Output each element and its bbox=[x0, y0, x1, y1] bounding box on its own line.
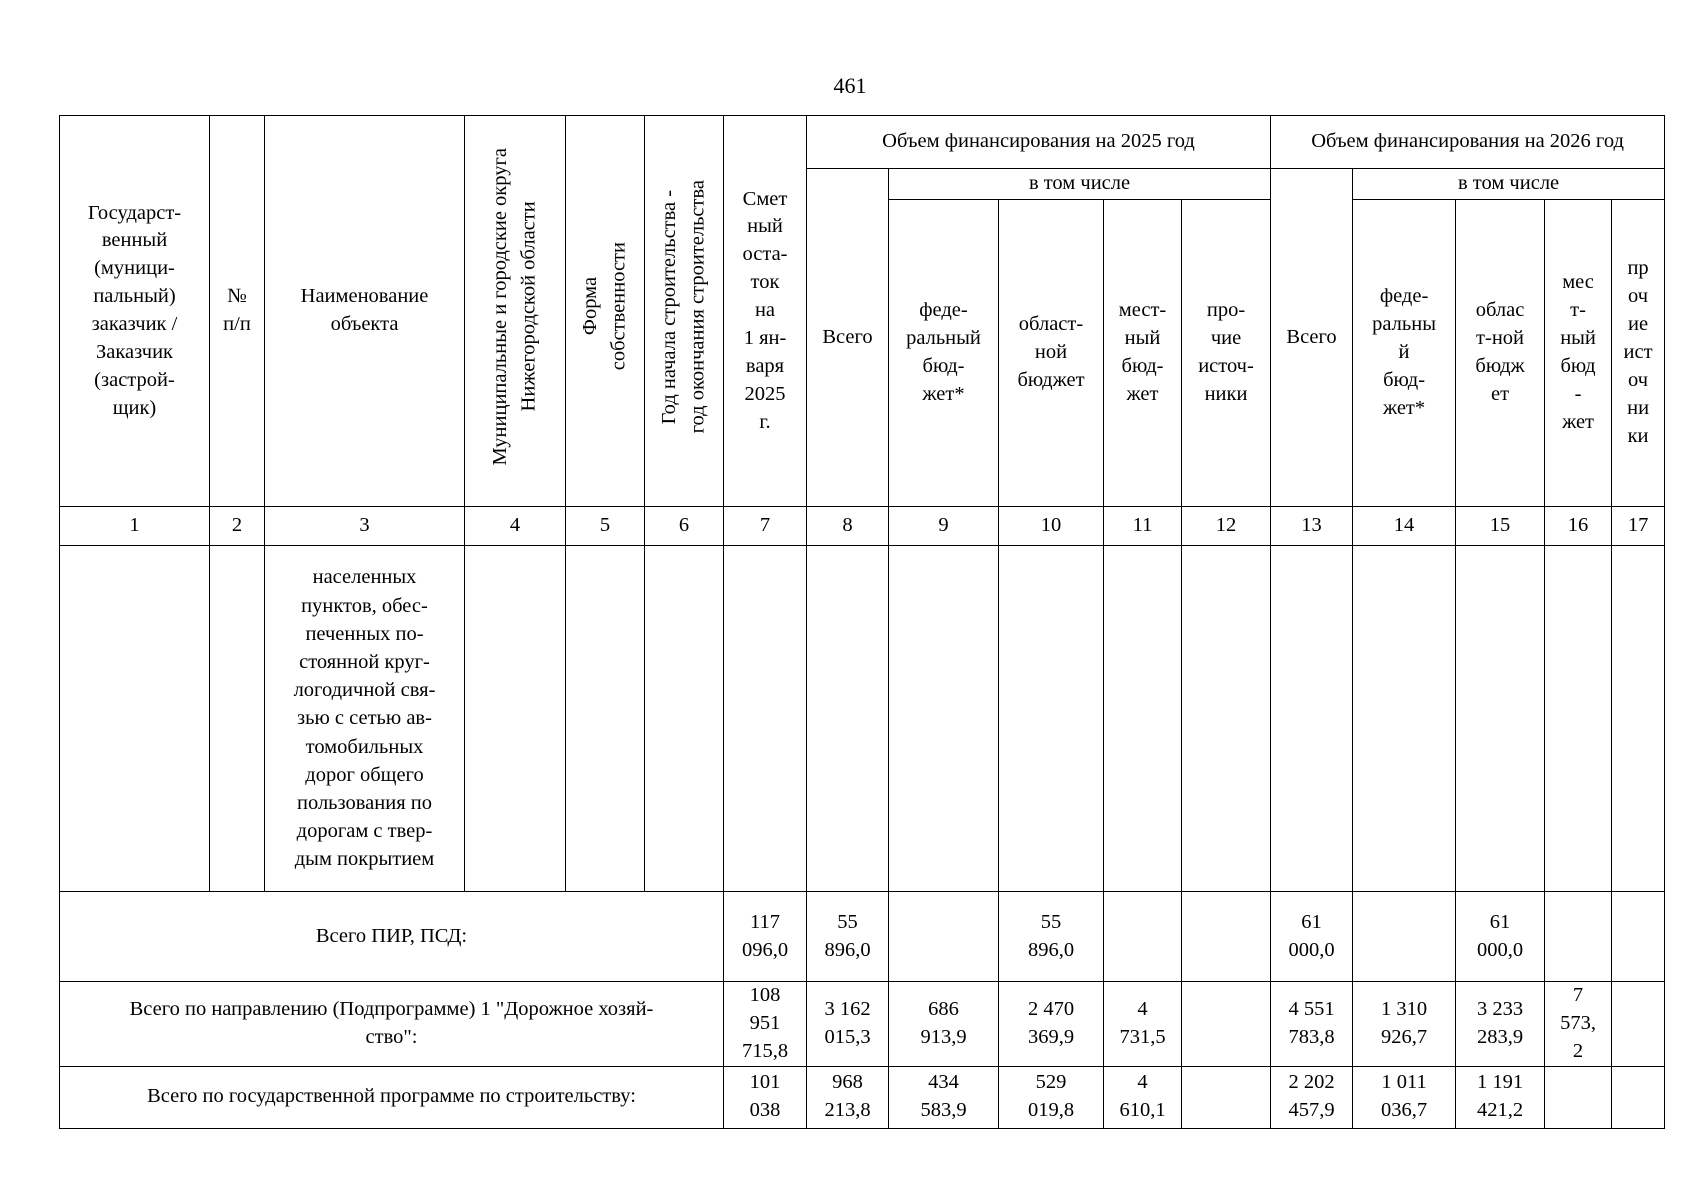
column-number: 1 bbox=[60, 507, 210, 546]
header-estimate-balance: Смет ный оста- ток на 1 ян- варя 2025 г. bbox=[724, 116, 807, 507]
federal-2026: 1 011 036,7 bbox=[1353, 1066, 1456, 1128]
total-label: Всего по направлению (Подпрограмме) 1 "Дорожное хозяй- ство": bbox=[60, 982, 724, 1067]
total-2026: 4 551 783,8 bbox=[1271, 982, 1353, 1067]
header-financing-2025: Объем финансирования на 2025 год bbox=[807, 116, 1271, 169]
federal-2026: 1 310 926,7 bbox=[1353, 982, 1456, 1067]
total-label: Всего ПИР, ПСД: bbox=[60, 892, 724, 982]
other-2025 bbox=[1182, 892, 1271, 982]
header-regional-2026: облас т-ной бюдж ет bbox=[1456, 200, 1545, 507]
total-2025: 968 213,8 bbox=[807, 1066, 889, 1128]
header-regional-2025: област- ной бюджет bbox=[999, 200, 1104, 507]
header-total-2026: Всего bbox=[1271, 169, 1353, 507]
column-number: 7 bbox=[724, 507, 807, 546]
column-number: 4 bbox=[465, 507, 566, 546]
column-number: 6 bbox=[645, 507, 724, 546]
header-including-2026: в том числе bbox=[1353, 169, 1665, 200]
page-number: 461 bbox=[833, 73, 867, 98]
total-row-subprogram-1 bbox=[60, 982, 1665, 1067]
federal-2025: 434 583,9 bbox=[889, 1066, 999, 1128]
total-2025: 3 162 015,3 bbox=[807, 982, 889, 1067]
header-financing-2026: Объем финансирования на 2026 год bbox=[1271, 116, 1665, 169]
total-2026: 61 000,0 bbox=[1271, 892, 1353, 982]
local-2026 bbox=[1545, 892, 1612, 982]
column-number: 10 bbox=[999, 507, 1104, 546]
local-2025: 4 731,5 bbox=[1104, 982, 1182, 1067]
column-number: 12 bbox=[1182, 507, 1271, 546]
header-total-2025: Всего bbox=[807, 169, 889, 507]
total-label: Всего по государственной программе по строительству: bbox=[60, 1066, 724, 1128]
column-number: 11 bbox=[1104, 507, 1182, 546]
column-number: 3 bbox=[265, 507, 465, 546]
total-row-state-program bbox=[60, 1066, 1665, 1128]
regional-2025: 529 019,8 bbox=[999, 1066, 1104, 1128]
other-2026 bbox=[1612, 1066, 1665, 1128]
financing-table bbox=[59, 115, 1665, 1129]
column-number: 5 bbox=[566, 507, 645, 546]
header-local-2025: мест- ный бюд- жет bbox=[1104, 200, 1182, 507]
column-number: 13 bbox=[1271, 507, 1353, 546]
header-other-2025: про- чие источ- ники bbox=[1182, 200, 1271, 507]
table-row bbox=[60, 546, 1665, 892]
column-number: 15 bbox=[1456, 507, 1545, 546]
column-number: 17 bbox=[1612, 507, 1665, 546]
other-2026 bbox=[1612, 892, 1665, 982]
column-number: 16 bbox=[1545, 507, 1612, 546]
total-2026: 2 202 457,9 bbox=[1271, 1066, 1353, 1128]
header-ownership: Форма собственности bbox=[566, 116, 645, 507]
total-2025: 55 896,0 bbox=[807, 892, 889, 982]
local-2026: 7 573, 2 bbox=[1545, 982, 1612, 1067]
federal-2025 bbox=[889, 892, 999, 982]
regional-2026: 61 000,0 bbox=[1456, 892, 1545, 982]
object-name-continuation: населенных пунктов, обес- печенных по- стоянной круг- логодичной свя- зью с сетью ав- томобильных дорог общего пользования по дорогам с твер- дым покрытием bbox=[265, 546, 465, 892]
other-2025 bbox=[1182, 982, 1271, 1067]
column-number: 2 bbox=[210, 507, 265, 546]
regional-2025: 2 470 369,9 bbox=[999, 982, 1104, 1067]
header-municipality: Муниципальные и городские округа Нижегородской области bbox=[465, 116, 566, 507]
column-number-row bbox=[60, 507, 1665, 546]
federal-2026 bbox=[1353, 892, 1456, 982]
header-local-2026: мес т- ный бюд - жет bbox=[1545, 200, 1612, 507]
local-2025: 4 610,1 bbox=[1104, 1066, 1182, 1128]
total-estimate-balance: 108 951 715,8 bbox=[724, 982, 807, 1067]
header-construction-years: Год начала строительства - год окончания строительства bbox=[645, 116, 724, 507]
column-number: 14 bbox=[1353, 507, 1456, 546]
header-federal-2025: феде- ральный бюд- жет* bbox=[889, 200, 999, 507]
regional-2026: 1 191 421,2 bbox=[1456, 1066, 1545, 1128]
other-2025 bbox=[1182, 1066, 1271, 1128]
local-2026 bbox=[1545, 1066, 1612, 1128]
local-2025 bbox=[1104, 892, 1182, 982]
regional-2025: 55 896,0 bbox=[999, 892, 1104, 982]
header-including-2025: в том числе bbox=[889, 169, 1271, 200]
column-number: 9 bbox=[889, 507, 999, 546]
regional-2026: 3 233 283,9 bbox=[1456, 982, 1545, 1067]
header-object-name: Наименование объекта bbox=[265, 116, 465, 507]
total-estimate-balance: 117 096,0 bbox=[724, 892, 807, 982]
header-customer: Государст- венный (муници- пальный) заказчик / Заказчик (застрой- щик) bbox=[60, 116, 210, 507]
other-2026 bbox=[1612, 982, 1665, 1067]
total-row-pir-psd bbox=[60, 892, 1665, 982]
header-other-2026: пр оч ие ист оч ни ки bbox=[1612, 200, 1665, 507]
column-number: 8 bbox=[807, 507, 889, 546]
federal-2025: 686 913,9 bbox=[889, 982, 999, 1067]
total-estimate-balance: 101 038 bbox=[724, 1066, 807, 1128]
header-number: № п/п bbox=[210, 116, 265, 507]
header-federal-2026: феде- ральны й бюд- жет* bbox=[1353, 200, 1456, 507]
